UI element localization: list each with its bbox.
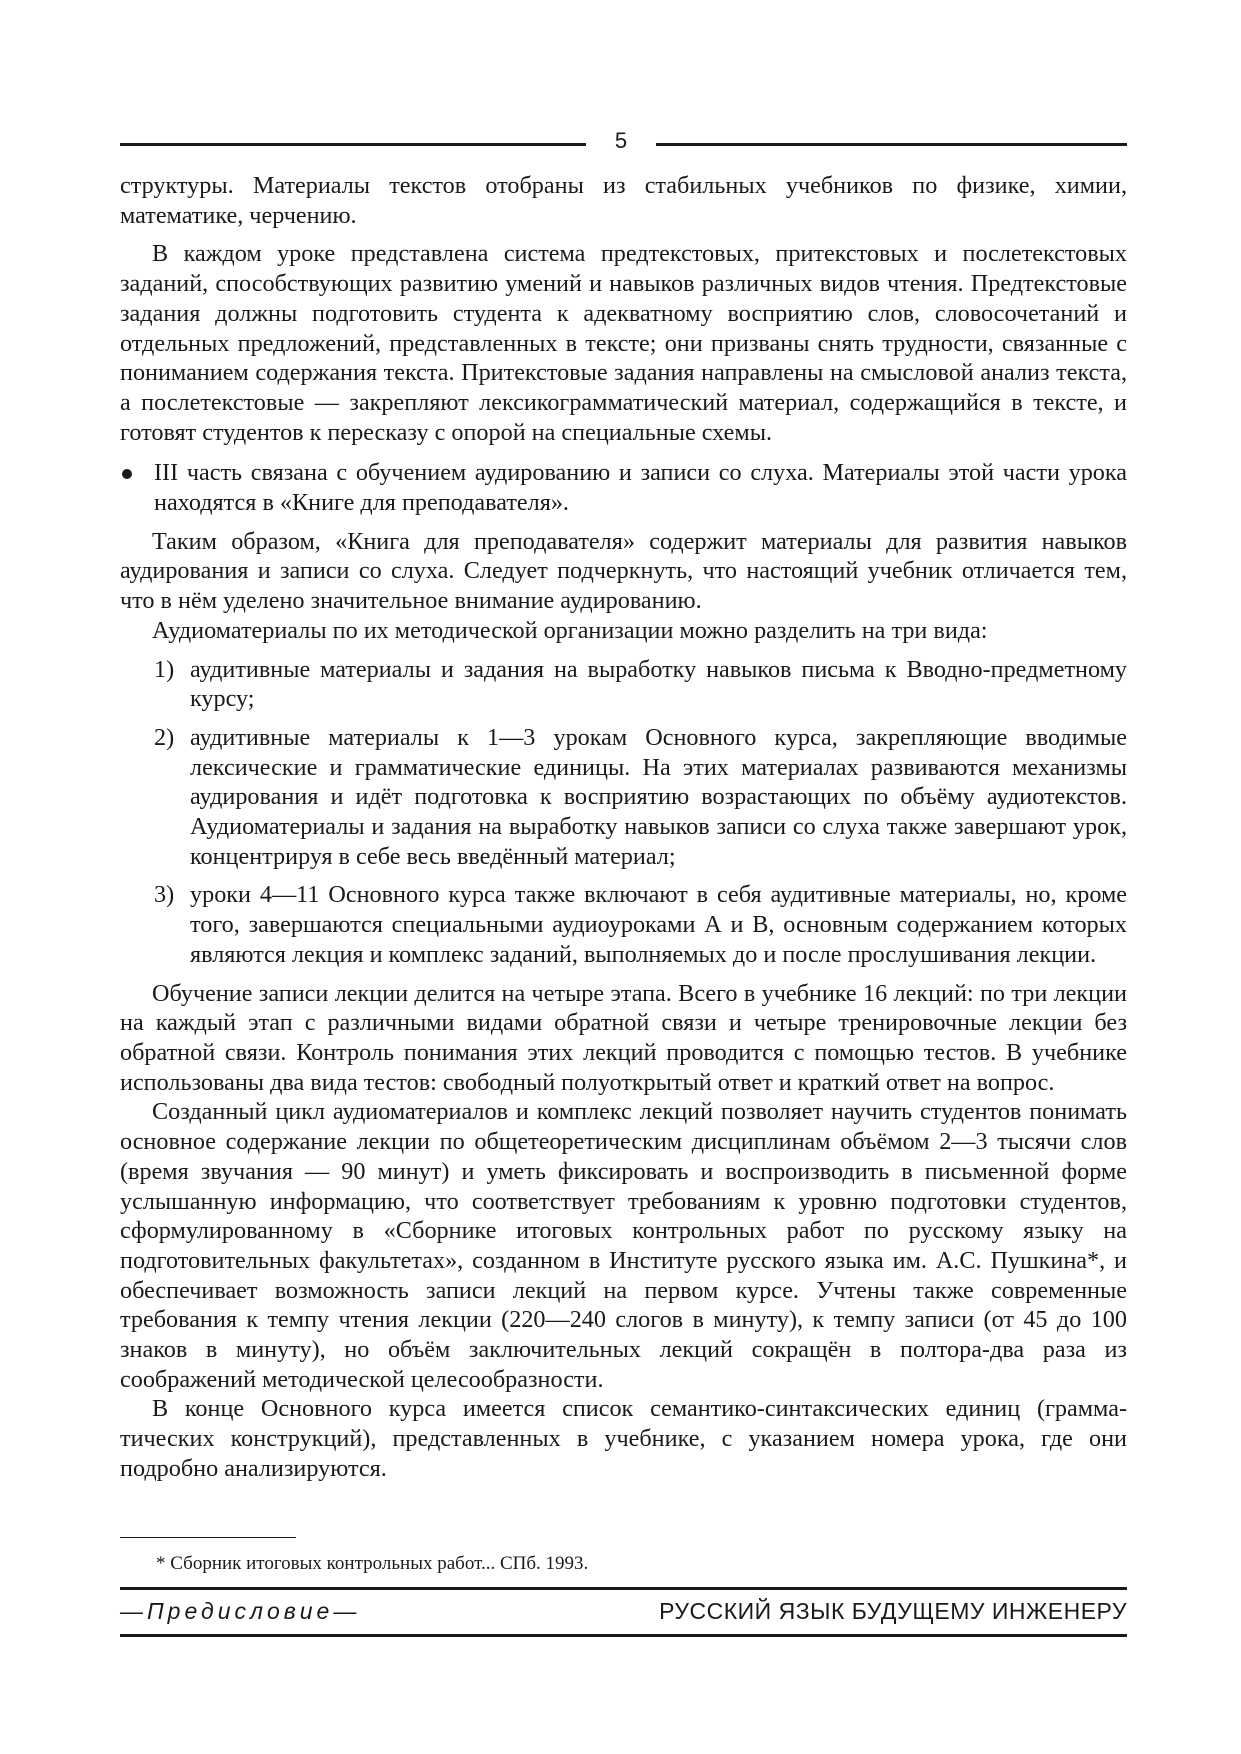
- footnote: * Сборник итоговых контрольных работ... СПб. 1993.: [156, 1553, 589, 1574]
- numbered-list: [120, 655, 1127, 970]
- list-item-text: аудитивные материалы к 1—3 урокам Основного курса, закрепляющие вводимые лексические и грамматические единицы. На этих материалах развиваются механизмы аудирования и идёт подготовка к восприятию возрастающих по объёму аудиотекстов. Аудиоматериалы и задания на выработку навыков записи со слуха также завершают урок, концентрируя в себе весь введённый материал;: [190, 723, 1127, 870]
- header-rule-right: [656, 143, 1127, 146]
- page-header: [120, 126, 1127, 158]
- paragraph-teacher-book: Таким образом, «Книга для преподавателя» содержит материалы для развития навыков аудирования и записи со слуха. Следует подчеркнуть, что настоящий учебник отличается тем, что в нём уделено значительное внимание аудированию.: [120, 527, 1127, 615]
- paragraph-audio-types: Аудиоматериалы по их методической организации можно разделить на три вида:: [152, 616, 988, 644]
- footnote-rule: [120, 1537, 296, 1538]
- paragraph-continuation: структуры. Материалы текстов отобраны из стабильных учебников по физике, химии, математике, черчению.: [120, 172, 1127, 229]
- footer-rule-bottom: [120, 1634, 1127, 1637]
- bullet-dot-icon: [122, 469, 132, 479]
- paragraph-lecture-stages: Обучение записи лекции делится на четыре этапа. Всего в учебнике 16 лекций: по три лекции на каждый этап с различными видами обратной связи и четыре тренировочные лекции без обратной связи. Контроль понимания этих лекций проводится с помощью тестов. В учебнике использованы два вида тестов: свободный полуоткрытый ответ и краткий ответ на вопрос.: [120, 979, 1127, 1096]
- list-item: [120, 655, 1127, 714]
- list-item: [120, 880, 1127, 969]
- list-marker: 3): [154, 881, 175, 909]
- list-marker: 1): [154, 655, 175, 683]
- header-rule-left: [120, 143, 586, 146]
- footer-rule-top: [120, 1587, 1127, 1590]
- list-marker: 2): [154, 723, 175, 751]
- paragraph-lesson-tasks: В каждом уроке представлена система предтекстовых, притекстовых и послетекстовых заданий, способствующих развитию умений и навыков различных видов чтения. Предтекстовые задания должны подготовить студента к адекватному восприятию слов, словосочетаний и отдельных предложений, представленных в тексте; они призваны снять трудности, связанные с пониманием содержания текста. Притекстовые задания направлены на смысловой анализ текста, а послетекстовые — закрепляют лексикограмматический материал, содержащийся в тексте, и готовят студентов к пересказу с опорой на специальные схемы.: [120, 240, 1127, 446]
- footer-section-title: —Предисловие—: [120, 1598, 361, 1624]
- page-number: 5: [614, 128, 628, 153]
- list-item-text: аудитивные материалы и задания на выработку навыков письма к Вводно-предметному курсу;: [190, 655, 1127, 713]
- bullet-item: [120, 458, 1127, 517]
- list-item-text: уроки 4—11 Основного курса также включают в себя аудитивные материалы, но, кроме того, завершаются специальными аудиоуроками А и В, основным содержанием которых являются лекция и комплекс заданий, выполняемых до и после прослушивания лекции.: [190, 881, 1127, 968]
- bullet-text: III часть связана с обучением аудированию и записи со слуха. Материалы этой части урока находятся в «Книге для преподавателя».: [154, 459, 1127, 517]
- page-footer: [120, 1587, 1127, 1637]
- paragraph-audio-cycle: Созданный цикл аудиоматериалов и комплекс лекций позволяет научить студентов понимать основное содержание лекции по общетеоретическим дисциплинам объёмом 2—3 тысячи слов (время звучания — 90 минут) и уметь фиксировать и воспроизводить в письменной форме услышанную информацию, что соответствует требованиям к уровню подготовки студентов, сформулированному в «Сборнике итоговых контрольных работ по русскому языку на подготовительных факультетах», созданном в Институте русского языка им. А.С. Пушкина*, и обеспечивает возможность записи лекций на первом курсе. Учтены также современные требования к темпу чтения лекции (220—240 слогов в минуту), к темпу записи (от 45 до 100 знаков в минуту), но объём заключительных лекций сокращён в полтора-два раза из соображений методической целесообразности.: [120, 1098, 1127, 1393]
- footer-book-title: РУССКИЙ ЯЗЫК БУДУЩЕМУ ИНЖЕНЕРУ: [659, 1598, 1127, 1624]
- paragraph-course-end: В конце Основного курса имеется список семантико-синтаксических единиц (грамматических конструкций), представленных в учебнике, с указанием номера урока, где они подробно анализируются.: [120, 1395, 1127, 1482]
- list-item: [120, 723, 1127, 872]
- main-text: [120, 171, 1127, 1484]
